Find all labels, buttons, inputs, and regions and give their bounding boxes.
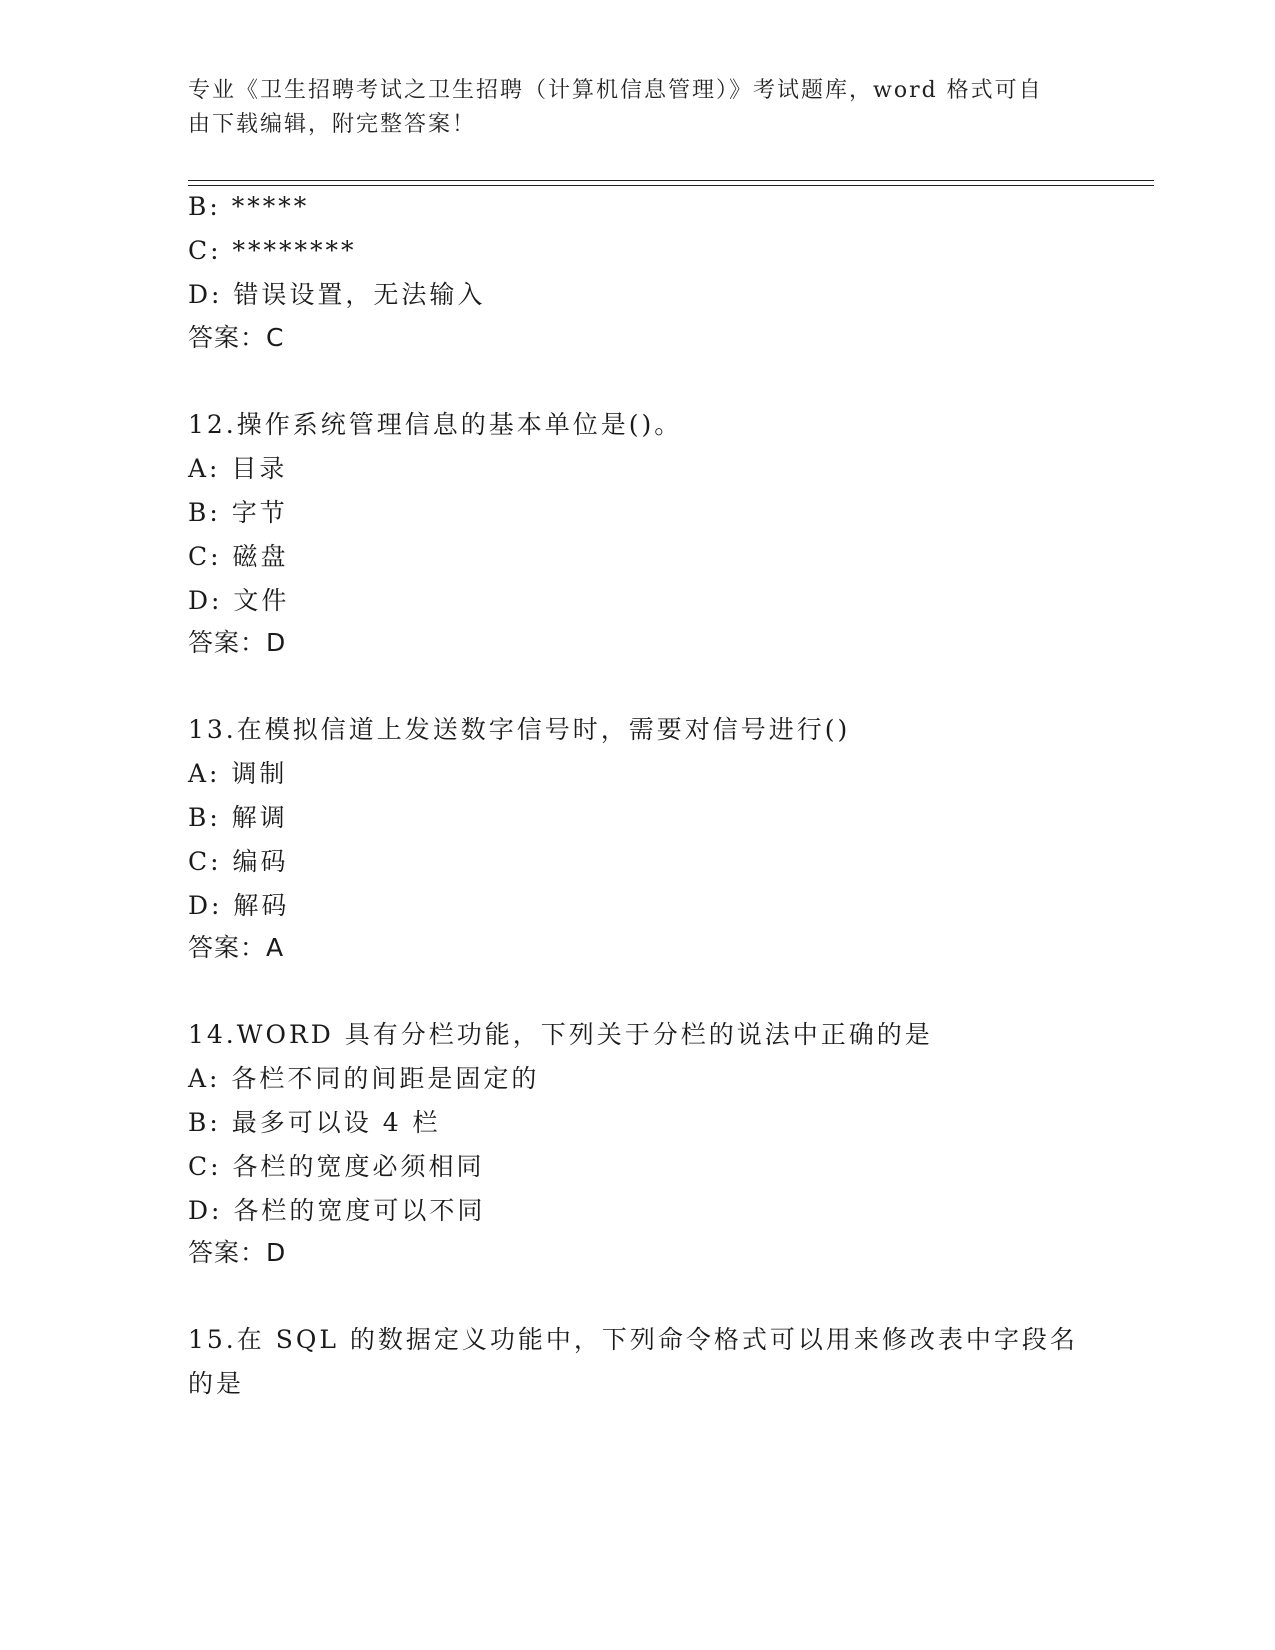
header-line-2: 由下载编辑，附完整答案！ (188, 112, 477, 137)
q13-option-c: C: 编码 (188, 847, 289, 876)
q12-option-c: C: 磁盘 (188, 542, 289, 571)
q14-option-a: A: 各栏不同的间距是固定的 (188, 1064, 540, 1093)
q13-answer: 答案：A (188, 933, 285, 962)
page-header (188, 74, 1068, 142)
q12-option-d: D: 文件 (188, 586, 290, 615)
q13-option-a: A: 调制 (188, 759, 288, 788)
q11-option-b: B: ***** (188, 192, 310, 221)
q14-option-d: D: 各栏的宽度可以不同 (188, 1196, 486, 1225)
q14-option-b: B: 最多可以设 4 栏 (188, 1108, 441, 1137)
q12-option-a: A: 目录 (188, 454, 288, 483)
q14-answer: 答案：D (188, 1238, 287, 1267)
q11-option-c: C: ******** (188, 236, 357, 265)
q13-option-d: D: 解码 (188, 891, 290, 920)
q14-question: 14.WORD 具有分栏功能，下列关于分栏的说法中正确的是 (188, 1020, 933, 1049)
q14-option-c: C: 各栏的宽度必须相同 (188, 1152, 485, 1181)
header-divider-bottom (188, 185, 1154, 186)
header-line-1: 专业《卫生招聘考试之卫生招聘（计算机信息管理）》考试题库，word 格式可自 (188, 78, 1043, 103)
q13-option-b: B: 解调 (188, 803, 288, 832)
q12-question: 12.操作系统管理信息的基本单位是()。 (188, 410, 683, 439)
q12-answer: 答案：D (188, 628, 287, 657)
q15-question-line-1: 15.在 SQL 的数据定义功能中，下列命令格式可以用来修改表中字段名 (188, 1325, 1078, 1354)
q11-option-d: D: 错误设置，无法输入 (188, 280, 486, 309)
q11-answer: 答案：C (188, 323, 285, 352)
q13-question: 13.在模拟信道上发送数字信号时，需要对信号进行() (188, 715, 851, 744)
header-divider-top (188, 180, 1154, 181)
q12-option-b: B: 字节 (188, 498, 288, 527)
q15-question-line-2: 的是 (188, 1369, 245, 1398)
